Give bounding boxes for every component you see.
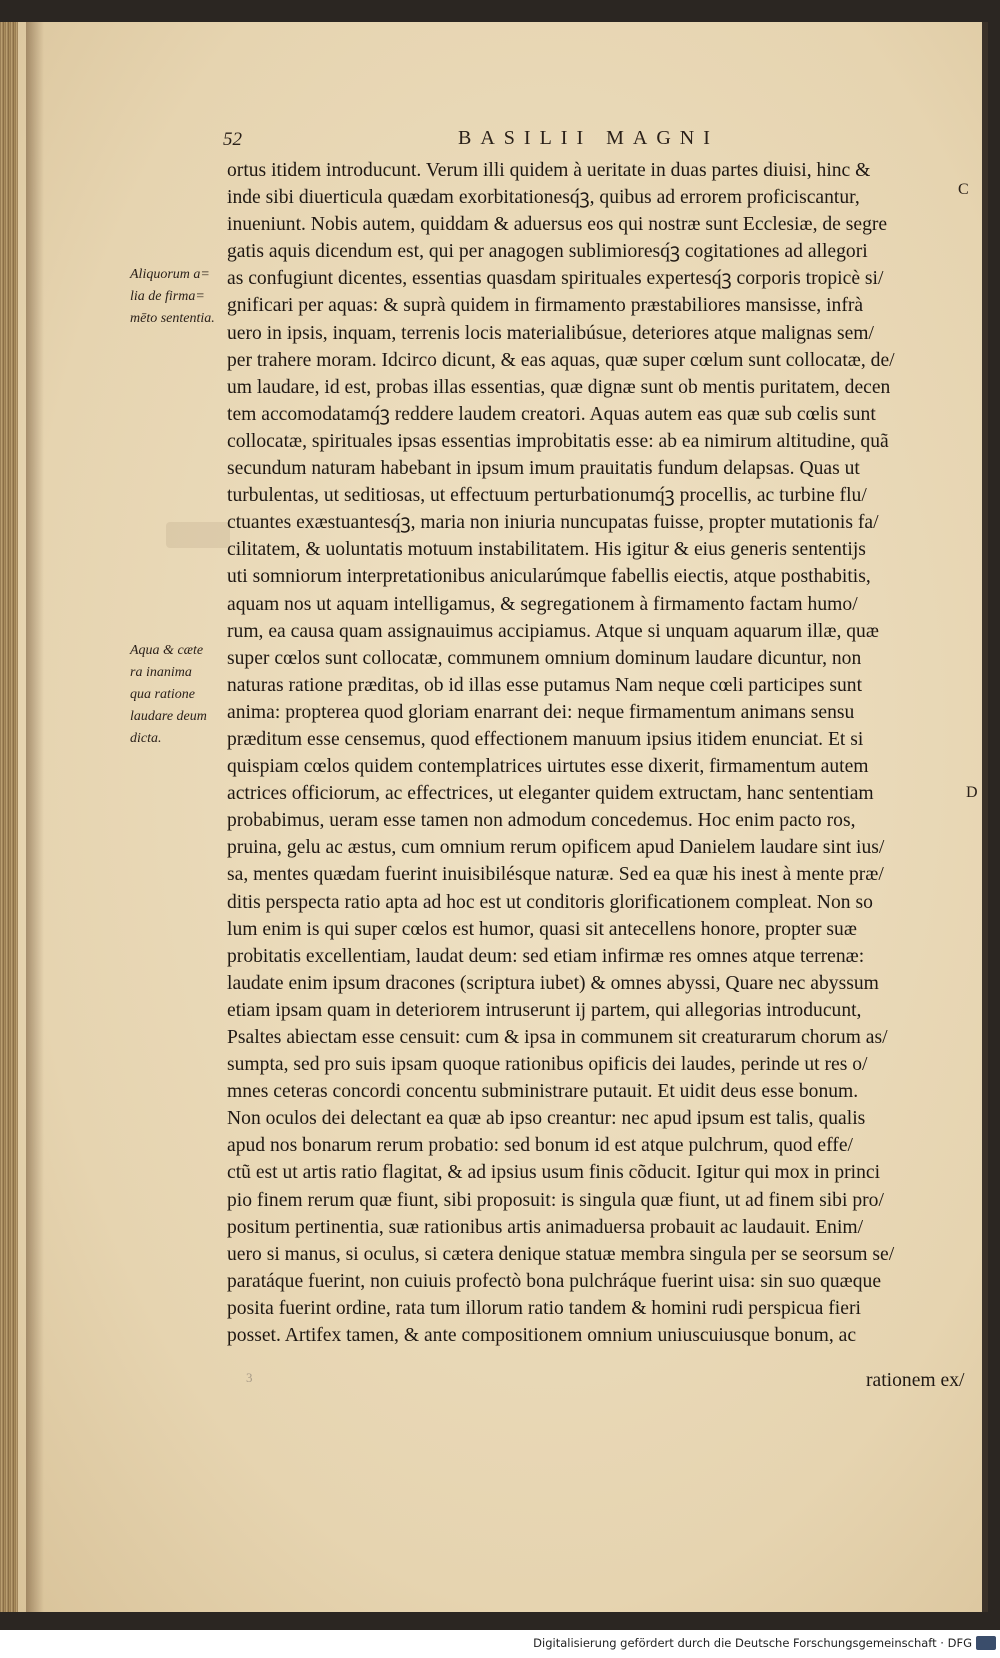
text-line: as confugiunt dicentes, essentias quasdam spirituales expertesq́ꝫ corporis tropicè si/ bbox=[227, 268, 884, 290]
book-page bbox=[18, 22, 988, 1612]
text-line: uero si manus, si oculus, si cætera denique statuæ membra singula per se seorsum se/ bbox=[227, 1243, 895, 1265]
text-line: ctuantes exæstuantesq́ꝫ, maria non iniuria nuncupatas fuisse, propter mutationis fa/ bbox=[227, 512, 879, 534]
body-text bbox=[227, 157, 979, 1349]
text-line: probitatis excellentiam, laudat deum: sed etiam infirmæ res omnes atque terrenæ: bbox=[227, 945, 865, 967]
text-line: quispiam cœlos quidem contemplatrices uirtutes esse dixerit, firmamentum autem bbox=[227, 756, 869, 778]
text-line: actrices officiorum, ac effectrices, ut eleganter quidem extructam, hanc sententiam bbox=[227, 783, 874, 805]
text-line: collocatæ, spirituales ipsas essentias improbitatis esse: ab ea nimirum altitudine, quã bbox=[227, 430, 889, 452]
margin-letter-d: D bbox=[966, 784, 978, 801]
text-line: rum, ea causa quam assignauimus accipiamus. Atque si unquam aquarum illæ, quæ bbox=[227, 620, 879, 642]
page-header bbox=[18, 127, 982, 157]
text-line: posset. Artifex tamen, & ante compositionem omnium uniuscuiusque bonum, ac bbox=[227, 1325, 857, 1347]
catchword: rationem ex/ bbox=[866, 1370, 965, 1391]
text-line: præditum esse censemus, quod effectionem manuum ipsius itidem enunciat. Et si bbox=[227, 728, 864, 750]
bleed-through-mark bbox=[166, 522, 230, 548]
text-line: turbulentas, ut seditiosas, ut effectuum perturbationumq́ꝫ procellis, ac turbine flu/ bbox=[227, 485, 867, 507]
text-line: posita fuerint ordine, rata tum illorum ratio tandem & homini rudi perspicua fieri bbox=[227, 1297, 861, 1319]
margin-letter-c: C bbox=[958, 181, 969, 198]
footer-bar bbox=[0, 1630, 1000, 1658]
text-line: mnes ceteras concordi concentu subministrare putauit. Et uidit deus esse bonum. bbox=[227, 1081, 859, 1103]
text-line: uti somniorum interpretationibus anicularúmque fabellis eiectis, atque posthabitis, bbox=[227, 566, 871, 588]
margin-note-line: Aqua & cæte bbox=[130, 643, 204, 658]
text-line: uero in ipsis, inquam, terrenis locis materialibúsue, deteriores atque malignas sem/ bbox=[227, 322, 874, 344]
text-line: ortus itidem introducunt. Verum illi quidem à ueritate in duas partes diuisi, hinc & bbox=[227, 160, 871, 181]
gutter-shadow bbox=[26, 22, 44, 1612]
margin-note-line: laudare deum bbox=[130, 709, 207, 724]
text-line: anima: propterea quod gloriam enarrant dei: neque firmamentum animans sensu bbox=[227, 701, 855, 723]
margin-note-line: mēto sententia. bbox=[130, 311, 215, 326]
margin-note-line: ra inanima bbox=[130, 665, 192, 680]
text-line: tem accomodatamq́ꝫ reddere laudem creatori. Aquas autem eas quæ sub cœlis sunt bbox=[227, 403, 876, 425]
margin-note-line: lia de firma= bbox=[130, 289, 205, 304]
text-line: cilitatem, & uoluntatis motuum instabilitatem. His igitur & eius generis sententijs bbox=[227, 539, 866, 561]
margin-note-aqua bbox=[130, 640, 232, 750]
text-line: ctũ est ut artis ratio flagitat, & ad ipsius usum finis cõducit. Igitur qui mox in princi bbox=[227, 1162, 881, 1184]
text-line: gatis aquis dicendum est, qui per anagogen sublimioresq́ꝫ cogitationes ad allegori bbox=[227, 241, 868, 263]
dfg-logo-icon bbox=[976, 1636, 996, 1650]
text-line: lum enim is qui super cœlos est humor, quasi sit antecellens honore, propter suæ bbox=[227, 918, 857, 940]
text-line: pio finem rerum quæ fiunt, sibi proposuit: is singula quæ fiunt, ut ad finem sibi pro/ bbox=[227, 1189, 884, 1211]
text-line: per trahere moram. Idcirco dicunt, & eas aquas, quæ super cœlum sunt collocatæ, de/ bbox=[227, 349, 895, 371]
margin-note-firmament bbox=[130, 264, 232, 330]
text-line: inueniunt. Nobis autem, quiddam & aduersus eos qui nostræ sunt Ecclesiæ, de segre bbox=[227, 214, 888, 236]
text-line: um laudare, id est, probas illas essentias, quæ dignæ sunt ob mentis puritatem, decen bbox=[227, 376, 891, 398]
text-line: paratáque fuerint, non cuiuis profectò bona pulchráque fuerint uisa: sin suo quæque bbox=[227, 1270, 882, 1292]
text-line: aquam nos ut aquam intelligamus, & segregationem à firmamento factam humo/ bbox=[227, 593, 858, 615]
text-line: positum pertinentia, suæ rationibus artis animaduersa probauit ac laudauit. Enim/ bbox=[227, 1216, 864, 1238]
signature-mark: 3 bbox=[246, 1370, 255, 1385]
margin-note-line: Aliquorum a= bbox=[130, 267, 210, 282]
text-line: naturas ratione præditas, ob id illas esse putamus Nam neque cœli participes sunt bbox=[227, 674, 863, 696]
text-line: Psaltes abiectam esse censuit: cum & ipsa in communem sit creaturarum chorum as/ bbox=[227, 1027, 888, 1048]
text-line: Non oculos dei delectant ea quæ ab ipso creantur: nec apud ipsum est talis, qualis bbox=[227, 1108, 866, 1130]
running-head: BASILII MAGNI bbox=[458, 127, 719, 149]
text-line: laudate enim ipsum dracones (scriptura iubet) & omnes abyssi, Quare nec abyssum bbox=[227, 972, 879, 994]
text-line: inde sibi diuerticula quædam exorbitationesq́ꝫ, quibus ad errorem proficiscantur, bbox=[227, 187, 860, 209]
margin-note-line: dicta. bbox=[130, 731, 162, 746]
margin-note-line: qua ratione bbox=[130, 687, 195, 702]
text-line: sumpta, sed pro suis ipsam quoque rationibus opificis dei laudes, perinde ut res o/ bbox=[227, 1054, 868, 1076]
text-line: probabimus, ueram esse tamen non admodum concedemus. Hoc enim pacto ros, bbox=[227, 810, 856, 832]
text-line: apud nos bonarum rerum probatio: sed bonum id est atque pulchrum, quod effe/ bbox=[227, 1135, 853, 1157]
folio-number: 52 bbox=[223, 129, 242, 150]
text-line: super cœlos sunt collocatæ, communem omnium dominum laudare dicuntur, non bbox=[227, 647, 862, 669]
text-line: etiam ipsam quam in deteriorem intruserunt ij partem, qui allegorias introducunt, bbox=[227, 999, 862, 1021]
funding-credit: Digitalisierung gefördert durch die Deutsche Forschungsgemeinschaft · DFG bbox=[533, 1636, 972, 1650]
text-line: ditis perspecta ratio apta ad hoc est ut conditoris glorificationem compleat. Non so bbox=[227, 891, 873, 913]
text-line: pruina, gelu ac æstus, cum omnium rerum opificem apud Danielem laudare sint ius/ bbox=[227, 837, 885, 859]
text-line: sa, mentes quædam fuerint inuisibilésque naturæ. Sed ea quæ his inest à mente præ/ bbox=[227, 864, 884, 886]
text-line: secundum naturam habebant in ipsum imum prauitatis fundum delapsas. Quas ut bbox=[227, 458, 860, 480]
text-line: gnificari per aquas: & suprà quidem in firmamento præstabiliores mansisse, infrà bbox=[227, 295, 864, 317]
